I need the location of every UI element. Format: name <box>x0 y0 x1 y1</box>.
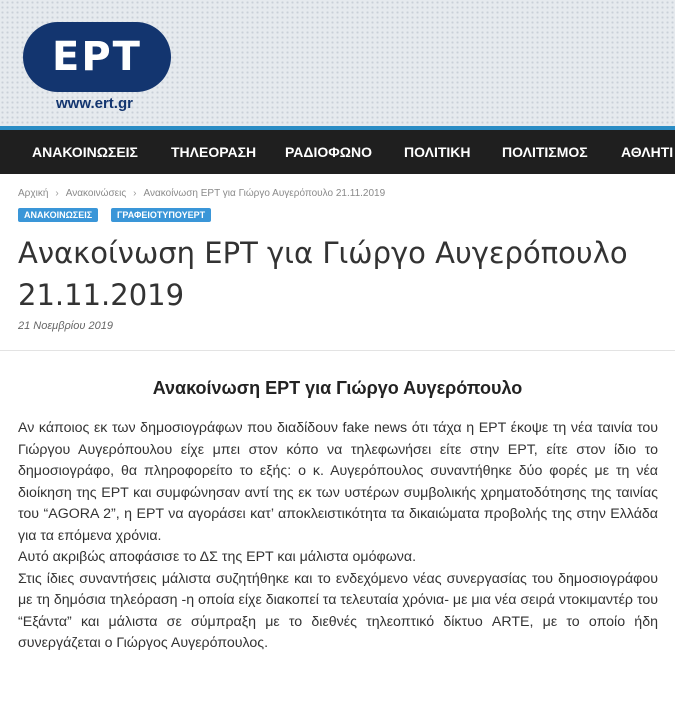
breadcrumb-current: Ανακοίνωση ΕΡΤ για Γιώργο Αυγερόπουλο 21.11.2019 <box>143 188 386 199</box>
breadcrumb-home[interactable]: Αρχική <box>18 188 49 199</box>
breadcrumb-separator: › <box>133 188 137 199</box>
article-body <box>18 418 658 655</box>
nav-item-sports[interactable]: ΑΘΛΗΤΙ <box>621 144 674 160</box>
nav-item-culture[interactable]: ΠΟΛΙΤΙΣΜΟΣ <box>502 144 588 160</box>
divider <box>0 350 675 351</box>
logo-text: ΕΡΤ <box>52 34 142 80</box>
nav-item-politics[interactable]: ΠΟΛΙΤΙΚΗ <box>404 144 471 160</box>
logo-url[interactable]: www.ert.gr <box>56 95 133 112</box>
tag-announcements[interactable]: ΑΝΑΚΟΙΝΩΣΕΙΣ <box>18 208 98 222</box>
article-date: 21 Νοεμβρίου 2019 <box>18 320 113 332</box>
main-nav <box>0 130 675 174</box>
breadcrumb <box>18 188 385 199</box>
article-subhead: Ανακοίνωση ΕΡΤ για Γιώργο Αυγερόπουλο <box>152 378 523 398</box>
breadcrumb-separator: › <box>55 188 59 199</box>
tag-press-office[interactable]: ΓΡΑΦΕΙΟΤΥΠΟΥΕΡΤ <box>111 208 211 222</box>
article-title: Ανακοίνωση ΕΡΤ για Γιώργο Αυγερόπουλο 21.11.2019 <box>18 236 628 312</box>
ert-logo[interactable] <box>23 22 171 92</box>
nav-item-announcements[interactable]: ΑΝΑΚΟΙΝΩΣΕΙΣ <box>32 144 138 160</box>
breadcrumb-announcements[interactable]: Ανακοινώσεις <box>65 188 127 199</box>
nav-item-radio[interactable]: ΡΑΔΙΟΦΩΝΟ <box>285 144 372 160</box>
article-paragraph: Αυτό ακριβώς αποφάσισε το ΔΣ της ΕΡΤ και μάλιστα ομόφωνα. <box>18 549 417 565</box>
site-header <box>0 0 675 126</box>
article-paragraph: Στις ίδιες συναντήσεις μάλιστα συζητήθηκε και το ενδεχόμενο νέας συνεργασίας του δημοσιογράφου με τη δημόσια τηλεόραση -η οποία είχε διακοπεί τα τελευταία χρόνια- με μια νέα σειρά ντοκιμαντέρ του “Εξάντα” και μάλιστα σε σύμπραξη με το διεθνές τηλεοπτικό δίκτυο ARTE, με το οποίο ήδη συνεργάζεται ο Γιώργος Αυγερόπουλος. <box>18 570 658 651</box>
article-paragraph: Αν κάποιος εκ των δημοσιογράφων που διαδίδουν fake news ότι τάχα η ΕΡΤ έκοψε τη νέα ταινία του Γιώργου Αυγερόπουλου είχε μπει στον κόπο να τηλεφωνήσει είτε στην ΕΡΤ, είτε στον ίδιο το δημοσιογράφο, θα πληροφορείτο το εξής: ο κ. Αυγερόπουλος συναντήθηκε δύο φορές με τη νέα διοίκηση της ΕΡΤ και συμφώνησαν αντί της εκ των υστέρων συμβολικής χρηματοδότησης της ταινίας του “AGORA 2”, η ΕΡΤ να αγοράσει κατ’ αποκλειστικότητα τα δικαιώματα προβολής της στην Ελλάδα για τα επόμενα χρόνια. <box>18 420 658 544</box>
nav-item-television[interactable]: ΤΗΛΕΟΡΑΣΗ <box>171 144 257 160</box>
